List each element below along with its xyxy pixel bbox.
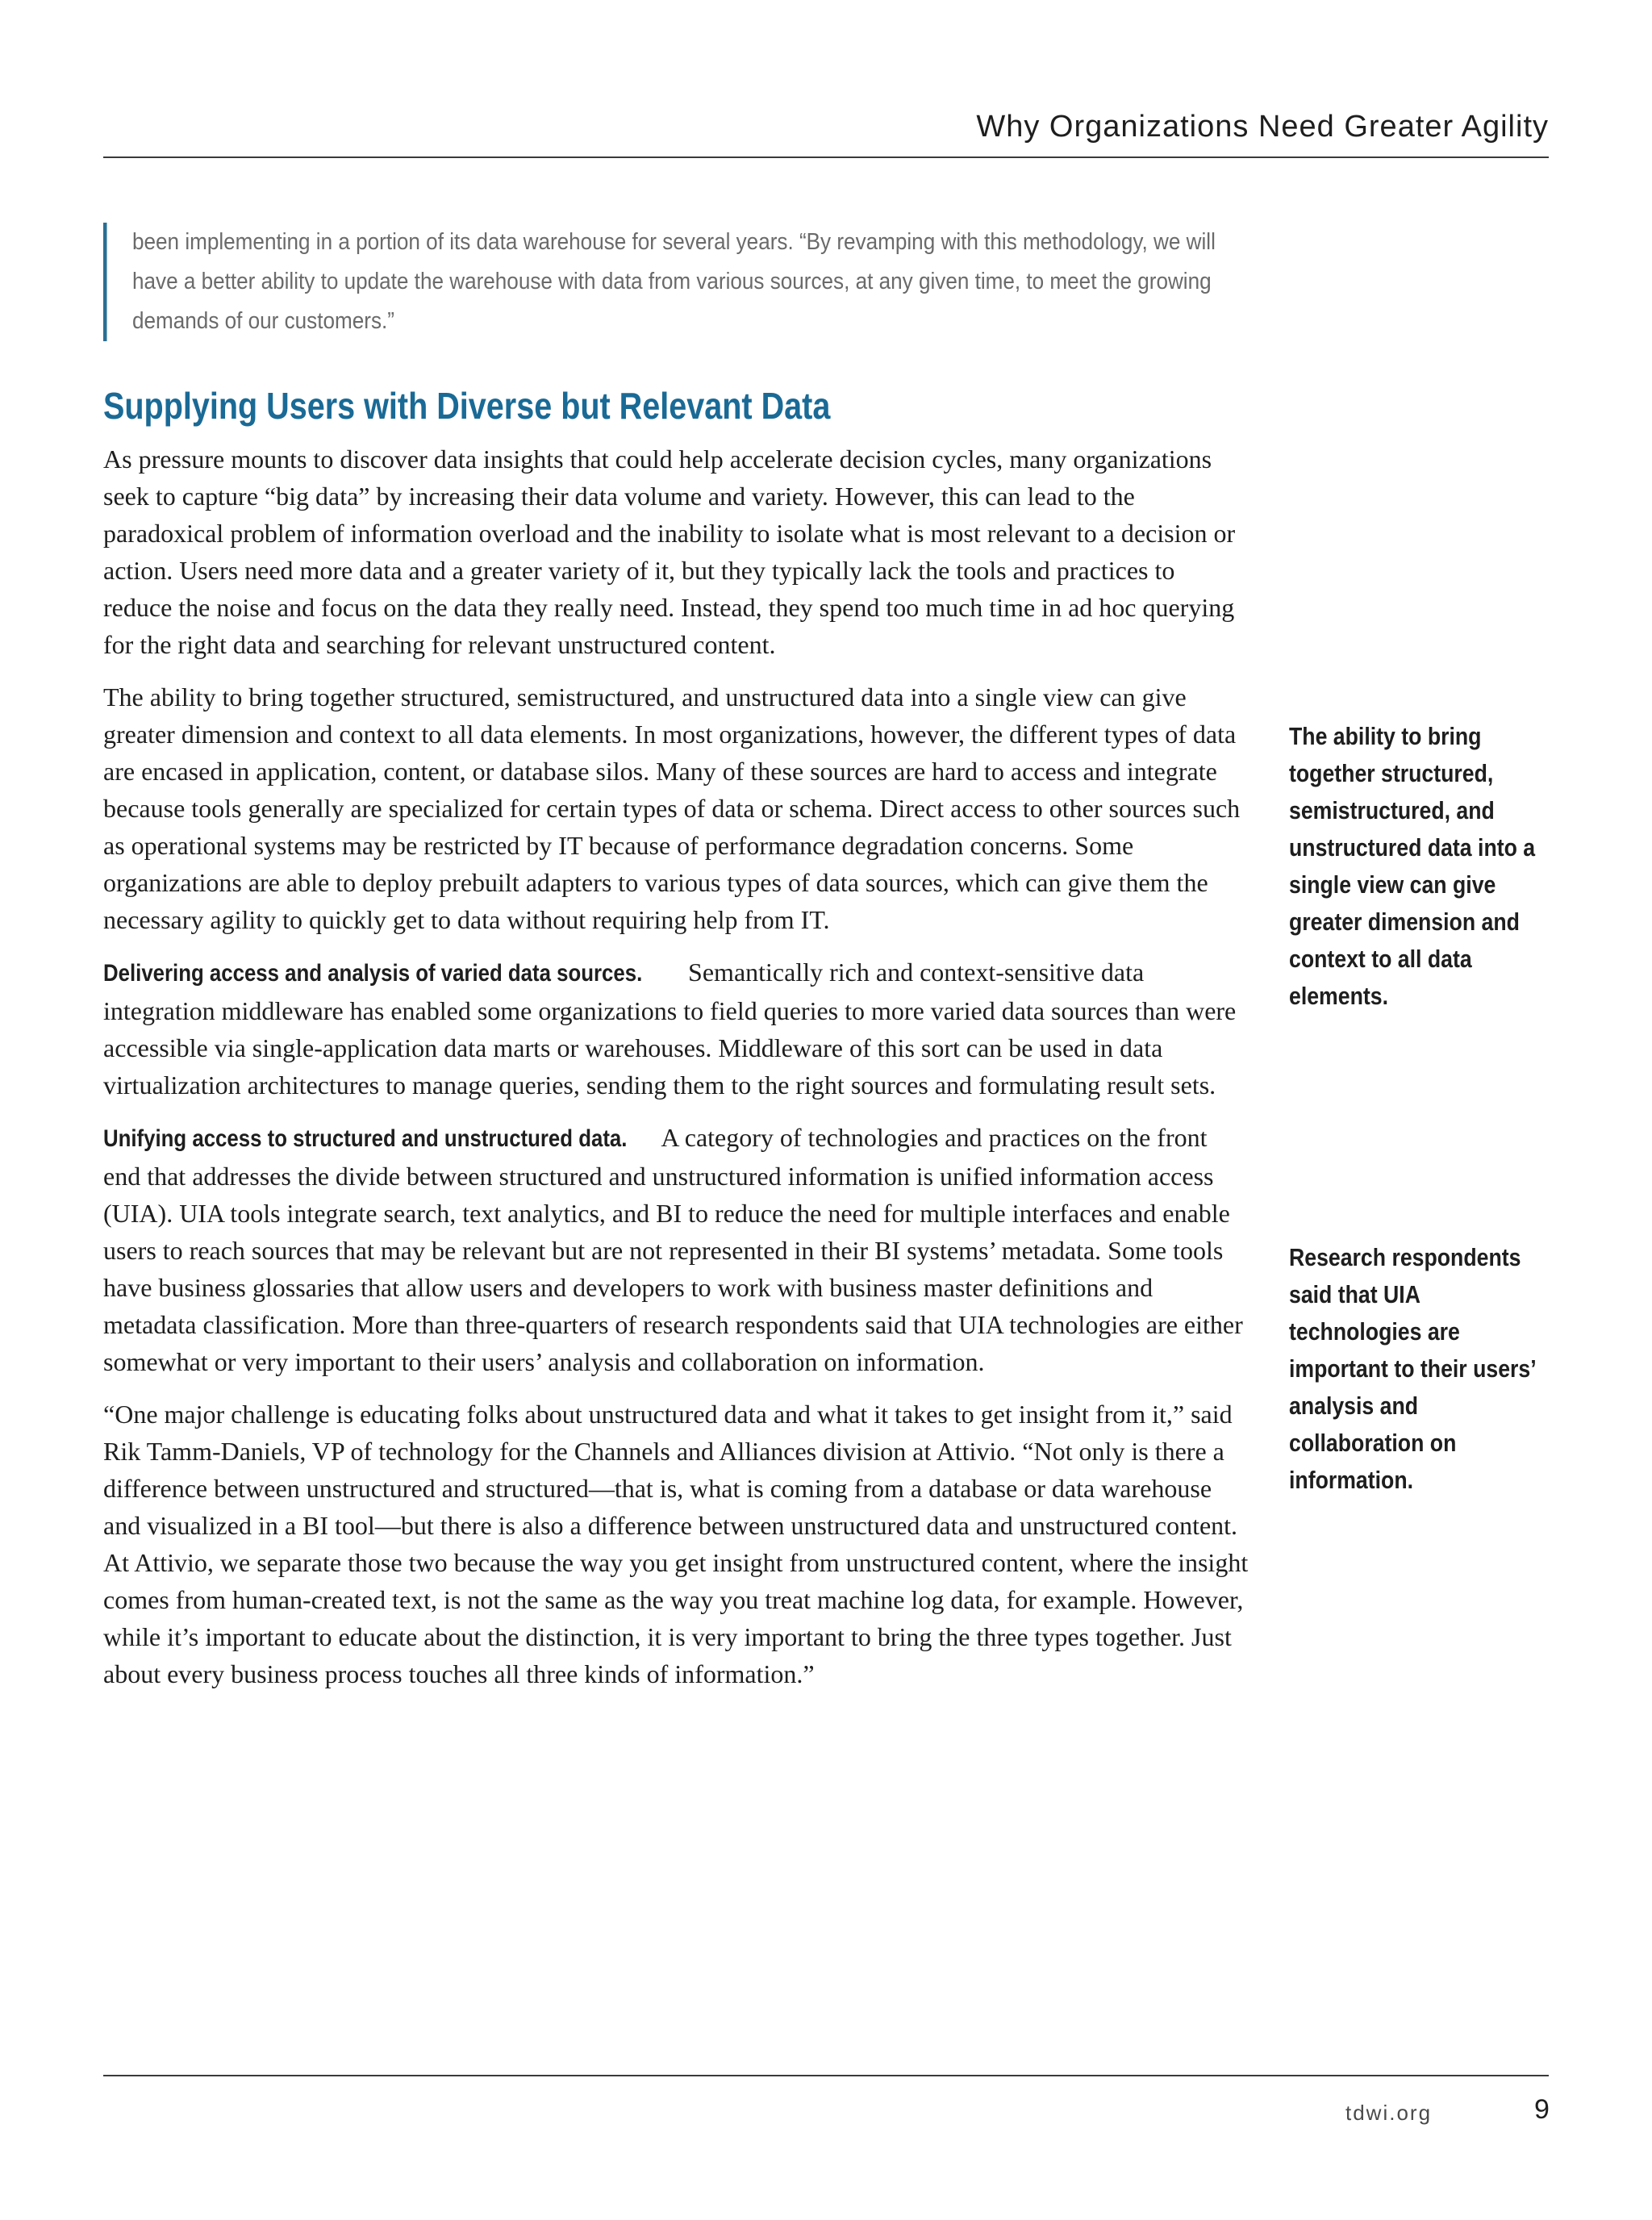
unifying-text: A category of technologies and practices on the front end that addresses the divide between structured and unstructured information is unified information access (UIA). UIA tools integrate search, text analytics, and BI to reduce the need for multiple interfaces and enable users to reach sources that may be relevant but are not represented in their BI systems’ metadata. Some tools have business glossaries that allow users and developers to work with business master definitions and metadata classification. More than three-quarters of research respondents said that UIA technologies are either somewhat or very important to their users’ analysis and collaboration on information.: [103, 1123, 1243, 1376]
delivering-text: Semantically rich and context-sensitive data integration middleware has enabled some organizations to field queries to more varied data sources than were accessible via single-application data marts or warehouses. Middleware of this sort can be used in data virtualization architectures to manage queries, sending them to the right sources and formulating result sets.: [103, 958, 1237, 1100]
header-divider: [103, 156, 1549, 158]
body-paragraph-unifying: [103, 1119, 1249, 1380]
page-number: 9: [1534, 2094, 1550, 2125]
footer-site-link[interactable]: tdwi.org: [1345, 2101, 1433, 2125]
footer-divider: [103, 2075, 1549, 2076]
body-intro: [103, 440, 1249, 1708]
body-paragraph-delivering: [103, 954, 1249, 1104]
pullquote-research: Research respondents said that UIA technologies are important to their users’ analysis and collaboration on information.: [1289, 1243, 1536, 1494]
run-in-heading-unifying: Unifying access to structured and unstructured data.: [103, 1125, 628, 1152]
running-header: Why Organizations Need Greater Agility: [976, 110, 1549, 144]
body-paragraph-quote: “One major challenge is educating folks about unstructured data and what it takes to get insight from it,” said Rik Tamm-Daniels, VP of technology for the Channels and Alliances division at Attivio. “Not only is there a difference between unstructured and structured—that is, what is coming from a database or data warehouse and visualized in a BI tool—but there is also a difference between unstructured data and unstructured content. At Attivio, we separate those two because the way you get insight from unstructured content, where the insight comes from human-created text, is not the same as the way you treat machine log data, for example. However, while it’s important to educate about the distinction, it is very important to bring the three types together. Just about every business process touches all three kinds of information.”: [103, 1400, 1249, 1688]
body-paragraph-intro: As pressure mounts to discover data insights that could help accelerate decision cycles, many organizations seek to capture “big data” by increasing their data volume and variety. However, this can lead to the paradoxical problem of information overload and the inability to isolate what is most relevant to a decision or action. Users need more data and a greater variety of it, but they typically lack the tools and practices to reduce the noise and focus on the data they really need. Instead, they spend too much time in ad hoc querying for the right data and searching for relevant unstructured content.: [103, 444, 1236, 659]
body-paragraph-ability: The ability to bring together structured, semistructured, and unstructured data into a single view can give greater dimension and context to all data elements. In most organizations, however, the different types of data are encased in application, content, or database silos. Many of these sources are hard to access and integrate because tools generally are specialized for certain types of data or schema. Direct access to other sources such as operational systems may be restricted by IT because of performance degradation concerns. Some organizations are able to deploy prebuilt adapters to various types of data sources, which can give them the necessary agility to quickly get to data without requiring help from IT.: [103, 682, 1241, 934]
continued-quote-block: been implementing in a portion of its data warehouse for several years. “By revamping with this methodology, we will have a better ability to update the warehouse with data from various sources, at any given time, to meet the growing demands of our customers.”: [103, 223, 1258, 341]
pullquote-ability: The ability to bring together structured, semistructured, and unstructured data into a single view can give greater dimension and context to all data elements.: [1289, 722, 1536, 1010]
run-in-heading-delivering: Delivering access and analysis of varied data sources.: [103, 960, 643, 987]
section-heading: Supplying Users with Diverse but Relevant Data: [103, 385, 831, 427]
